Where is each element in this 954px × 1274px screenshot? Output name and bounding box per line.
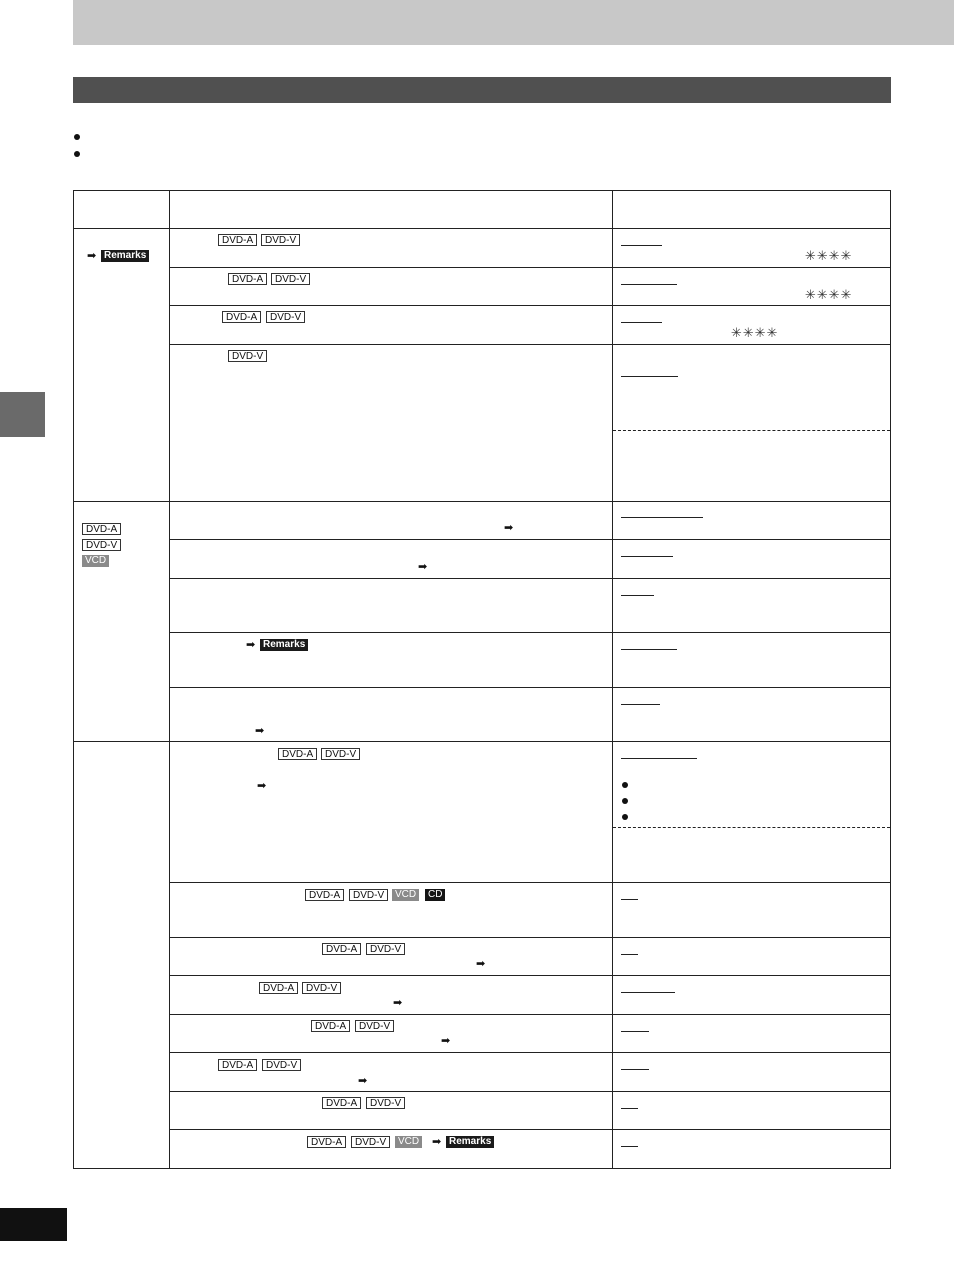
default-value-underline bbox=[621, 517, 703, 518]
disc-badge-dvd-v: DVD-V bbox=[82, 539, 121, 551]
disc-badge-vcd: VCD bbox=[395, 1136, 422, 1148]
disc-badge-dvd-v: DVD-V bbox=[366, 1097, 405, 1109]
disc-badge-dvd-a: DVD-A bbox=[307, 1136, 346, 1148]
disc-badge-dvd-v: DVD-V bbox=[228, 350, 267, 362]
disc-badge-vcd: VCD bbox=[82, 555, 109, 567]
disc-badge-dvd-a: DVD-A bbox=[305, 889, 344, 901]
arrow-icon: ➡ bbox=[358, 1075, 368, 1087]
arrow-icon: ➡ bbox=[432, 1136, 442, 1148]
disc-badge-cd: CD bbox=[425, 889, 445, 901]
disc-badge-dvd-a: DVD-A bbox=[82, 523, 121, 535]
disc-badge-dvd-a: DVD-A bbox=[218, 1059, 257, 1071]
arrow-icon: ➡ bbox=[441, 1035, 451, 1047]
stars-mark: ✳✳✳✳ bbox=[805, 288, 853, 303]
remarks-tag: Remarks bbox=[101, 250, 149, 262]
section-band bbox=[73, 77, 891, 103]
disc-badge-dvd-v: DVD-V bbox=[262, 1059, 301, 1071]
disc-badge-dvd-v: DVD-V bbox=[355, 1020, 394, 1032]
disc-badge-dvd-v: DVD-V bbox=[366, 943, 405, 955]
default-value-underline bbox=[621, 954, 638, 955]
default-value-underline bbox=[621, 556, 673, 557]
default-value-underline bbox=[621, 758, 697, 759]
arrow-icon: ➡ bbox=[87, 250, 97, 262]
side-chapter-tab bbox=[0, 392, 45, 437]
disc-badge-dvd-a: DVD-A bbox=[322, 943, 361, 955]
default-value-underline bbox=[621, 899, 638, 900]
option-bullet bbox=[622, 798, 628, 804]
arrow-icon: ➡ bbox=[246, 639, 256, 651]
default-value-underline bbox=[621, 704, 660, 705]
disc-badge-vcd: VCD bbox=[392, 889, 419, 901]
arrow-icon: ➡ bbox=[476, 958, 486, 970]
header-band bbox=[73, 0, 954, 45]
intro-bullet bbox=[74, 151, 80, 157]
default-value-underline bbox=[621, 1146, 638, 1147]
disc-badge-dvd-v: DVD-V bbox=[271, 273, 310, 285]
disc-badge-dvd-a: DVD-A bbox=[311, 1020, 350, 1032]
disc-badge-dvd-a: DVD-A bbox=[222, 311, 261, 323]
arrow-icon: ➡ bbox=[418, 561, 428, 573]
disc-badge-dvd-a: DVD-A bbox=[228, 273, 267, 285]
arrow-icon: ➡ bbox=[504, 522, 514, 534]
stars-mark: ✳✳✳✳ bbox=[731, 326, 779, 341]
arrow-icon: ➡ bbox=[393, 997, 403, 1009]
default-value-underline bbox=[621, 649, 677, 650]
remarks-tag: Remarks bbox=[260, 639, 308, 651]
option-bullet bbox=[622, 782, 628, 788]
disc-badge-dvd-a: DVD-A bbox=[218, 234, 257, 246]
arrow-icon: ➡ bbox=[257, 780, 267, 792]
disc-badge-dvd-v: DVD-V bbox=[349, 889, 388, 901]
disc-badge-dvd-a: DVD-A bbox=[278, 748, 317, 760]
default-value-underline bbox=[621, 595, 654, 596]
default-value-underline bbox=[621, 322, 662, 323]
disc-badge-dvd-v: DVD-V bbox=[261, 234, 300, 246]
arrow-icon: ➡ bbox=[255, 725, 265, 737]
default-value-underline bbox=[621, 284, 677, 285]
default-value-underline bbox=[621, 992, 675, 993]
page-number-tab bbox=[0, 1208, 67, 1241]
default-value-underline bbox=[621, 1108, 638, 1109]
disc-badge-dvd-v: DVD-V bbox=[302, 982, 341, 994]
default-value-underline bbox=[621, 1031, 649, 1032]
disc-badge-dvd-v: DVD-V bbox=[351, 1136, 390, 1148]
option-bullet bbox=[622, 814, 628, 820]
default-value-underline bbox=[621, 1069, 649, 1070]
disc-badge-dvd-v: DVD-V bbox=[321, 748, 360, 760]
stars-mark: ✳✳✳✳ bbox=[805, 249, 853, 264]
disc-badge-dvd-a: DVD-A bbox=[322, 1097, 361, 1109]
default-value-underline bbox=[621, 245, 662, 246]
default-value-underline bbox=[621, 376, 678, 377]
disc-badge-dvd-a: DVD-A bbox=[259, 982, 298, 994]
disc-badge-dvd-v: DVD-V bbox=[266, 311, 305, 323]
intro-bullet bbox=[74, 134, 80, 140]
remarks-tag: Remarks bbox=[446, 1136, 494, 1148]
